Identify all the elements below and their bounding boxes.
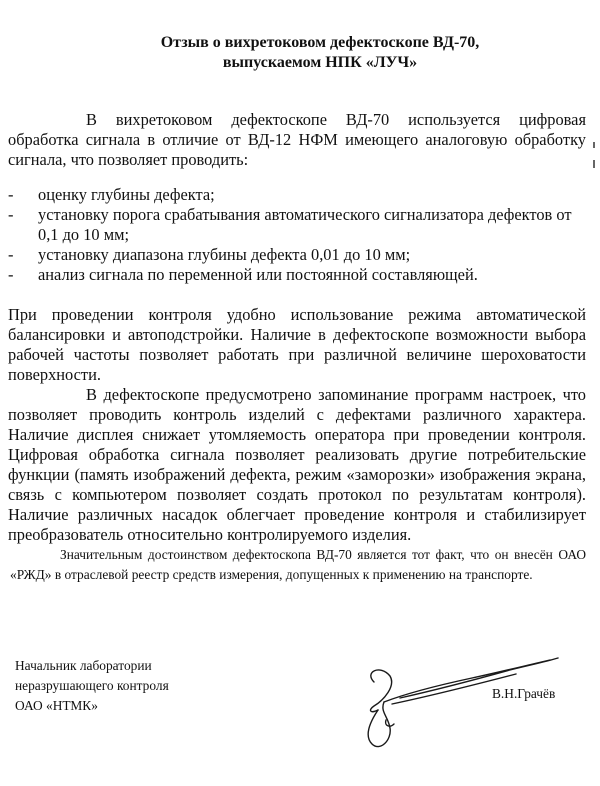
list-item-text: анализ сигнала по переменной или постоянной составляющей. — [38, 265, 478, 284]
list-item-text: оценку глубины дефекта; — [38, 185, 215, 204]
list-marker: - — [8, 185, 14, 204]
paragraph-balancing: При проведении контроля удобно использование режима автоматической балансировки и автоподстройки. Наличие в дефектоскопе возможности выбора рабочей частоты позволяет работать при различной величине шероховатости поверхности. — [8, 305, 586, 384]
position-line-3: ОАО «НТМК» — [15, 698, 98, 713]
list-marker: - — [8, 265, 14, 284]
paragraph-features: В дефектоскопе предусмотрено запоминание программ настроек, что позволяет проводить контроль изделий с дефектами различного характера. Наличие дисплея снижает утомляемость оператора при проведении контроля. Цифровая обработка сигнала позволяет реализовать другие потребительские функции (память изображений дефекта, режим «заморозки» изображения экрана, связь с компьютером позволяет создать протокол по результатам контроля). Наличие различных насадок облегчает проведение контроля и стабилизирует преобразователь относительно контролируемого изделия. — [8, 385, 586, 544]
list-item-text: установку диапазона глубины дефекта 0,01 до 10 мм; — [38, 245, 411, 264]
position-line-2: неразрушающего контроля — [15, 678, 169, 693]
list-item — [8, 205, 586, 245]
position-line-1: Начальник лаборатории — [15, 658, 152, 673]
list-marker: - — [8, 245, 14, 264]
paragraph-registry-text: Значительным достоинством дефектоскопа ВД-70 является тот факт, что он внесён ОАО «РЖД» в отраслевой реестр средств измерения, допущенных к применению на транспорте. — [10, 547, 586, 582]
paragraph-registry — [10, 545, 586, 584]
list-marker: - — [8, 205, 14, 224]
document-title — [0, 33, 600, 73]
title-line-2: выпускаемом НПК «ЛУЧ» — [222, 54, 418, 71]
title-line-1: Отзыв о вихретоковом дефектоскопе ВД-70, — [160, 34, 480, 51]
list-item — [8, 245, 586, 265]
list-item-text: установку порога срабатывания автоматического сигнализатора дефектов от 0,1 до 10 мм; — [38, 205, 572, 244]
list-item — [8, 265, 586, 285]
margin-mark — [592, 140, 596, 170]
signatory-name: В.Н.Грачёв — [492, 686, 556, 701]
intro-paragraph: В вихретоковом дефектоскопе ВД-70 используется цифровая обработка сигнала в отличие от ВД-12 НФМ имеющего аналоговую обработку сигнала, что позволяет проводить: — [8, 110, 586, 169]
signatory-position — [15, 656, 169, 716]
feature-list — [8, 185, 586, 285]
list-item — [8, 185, 586, 205]
